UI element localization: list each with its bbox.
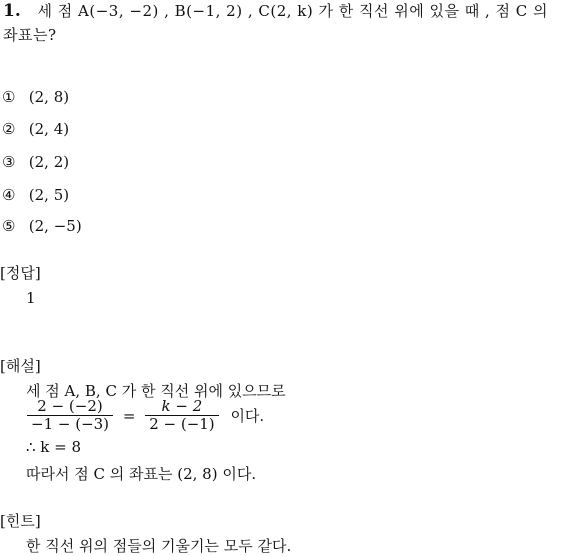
question-text-line2: 좌표는? xyxy=(3,26,57,44)
choice-text: (2, 4) xyxy=(28,120,70,138)
choice-2[interactable] xyxy=(2,120,69,138)
choice-4[interactable] xyxy=(2,186,69,204)
answer-value: 1 xyxy=(26,289,36,307)
hint-heading: [힌트] xyxy=(0,512,41,530)
choice-3[interactable] xyxy=(2,153,69,171)
fraction-suffix: 이다. xyxy=(230,407,265,425)
question-text-line1: 세 점 A(−3, −2) , B(−1, 2) , C(2, k) 가 한 직선 위에 있을 때 , 점 C 의 xyxy=(37,2,549,20)
explanation-line1: 세 점 A, B, C 가 한 직선 위에 있으므로 xyxy=(26,382,286,400)
explanation-fraction-line xyxy=(24,398,264,433)
fraction-right-denominator: 2 − (−1) xyxy=(149,415,215,433)
choice-text: (2, 5) xyxy=(28,186,70,204)
fraction-left-denominator: −1 − (−3) xyxy=(31,415,110,433)
hint-text: 한 직선 위의 점들의 기울기는 모두 같다. xyxy=(26,537,292,555)
choice-symbol: ④ xyxy=(2,186,16,204)
question-number: 1. xyxy=(3,1,21,21)
choice-symbol: ③ xyxy=(2,153,16,171)
choice-1[interactable] xyxy=(2,88,69,106)
explanation-therefore: ∴ k = 8 xyxy=(26,438,82,456)
fraction-left xyxy=(27,398,113,433)
choice-text: (2, −5) xyxy=(28,217,82,235)
fraction-left-numerator: 2 − (−2) xyxy=(27,398,113,416)
choice-5[interactable] xyxy=(2,217,82,235)
choice-symbol: ① xyxy=(2,88,16,106)
choice-text: (2, 2) xyxy=(28,153,70,171)
answer-heading: [정답] xyxy=(0,264,41,282)
choice-symbol: ⑤ xyxy=(2,217,16,235)
equals-sign: = xyxy=(122,406,136,425)
choice-symbol: ② xyxy=(2,120,16,138)
explanation-conclusion: 따라서 점 C 의 좌표는 (2, 8) 이다. xyxy=(26,465,257,483)
fraction-right xyxy=(145,398,218,433)
choice-text: (2, 8) xyxy=(28,88,70,106)
explanation-heading: [해설] xyxy=(0,357,41,375)
fraction-right-numerator: k − 2 xyxy=(145,398,218,416)
question-line1 xyxy=(3,0,548,21)
